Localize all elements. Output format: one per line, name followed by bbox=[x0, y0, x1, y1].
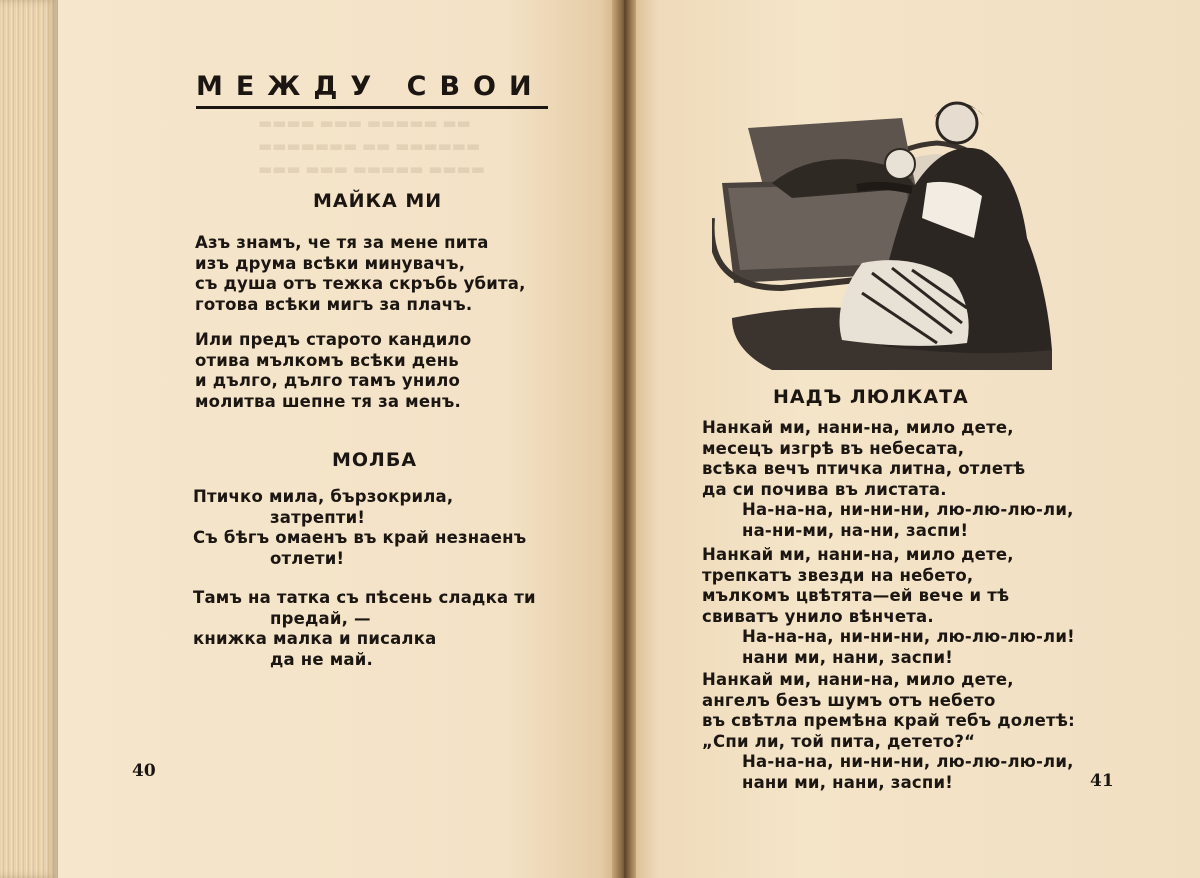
poem-title-cradle: НАДЪ ЛЮЛКАТА bbox=[773, 386, 969, 408]
poem-line: книжка малка и писалка bbox=[193, 629, 437, 649]
page-number-left: 40 bbox=[132, 761, 156, 781]
stanza-cradle-1 bbox=[702, 418, 1074, 542]
poem-line: изъ друма всѣки минувачъ, bbox=[195, 253, 466, 273]
poem-line: да не май. bbox=[270, 649, 373, 669]
book-gutter bbox=[612, 0, 636, 878]
page-number-right: 41 bbox=[1090, 771, 1114, 791]
poem-line: молитва шепне тя за менъ. bbox=[195, 391, 461, 411]
poem-line: и дълго, дълго тамъ унило bbox=[195, 371, 461, 391]
show-through-text: ▬▬▬▬ ▬▬▬ ▬▬▬▬▬ ▬▬ ▬▬▬▬▬▬▬ ▬▬ ▬▬▬▬▬▬ ▬▬▬ ▬▬▬ ▬▬▬▬▬ ▬▬▬▬ bbox=[258, 114, 485, 178]
stanza-cradle-2 bbox=[702, 545, 1075, 669]
poem-line: месецъ изгрѣ въ небесата, bbox=[702, 438, 965, 458]
poem-line: предай, — bbox=[270, 608, 371, 628]
poem-title-plea: МОЛБА bbox=[332, 449, 418, 471]
poem-line: трепкатъ звезди на небето, bbox=[702, 565, 974, 585]
book-page-edges bbox=[0, 0, 58, 878]
poem-line: Азъ знамъ, че тя за мене пита bbox=[195, 233, 489, 252]
poem-line: отива мълкомъ всѣки день bbox=[195, 350, 459, 370]
poem-line: мълкомъ цвѣтята—ей вече и тѣ bbox=[702, 586, 1010, 606]
poem-line: всѣка вечъ птичка литна, отлетѣ bbox=[702, 459, 1026, 479]
section-title: МЕЖДУ СВОИ bbox=[196, 70, 548, 109]
poem-line: Птичко мила, бързокрила, bbox=[193, 487, 454, 506]
poem-line: „Спи ли, той пита, детето?“ bbox=[702, 731, 976, 751]
poem-line: да си почива въ листата. bbox=[702, 479, 947, 499]
stanza-cradle-3 bbox=[702, 670, 1075, 794]
poem-refrain-line: На-на-на, ни-ни-ни, лю-лю-лю-ли, bbox=[742, 500, 1074, 520]
poem-refrain-line: на-ни-ми, на-ни, заспи! bbox=[742, 520, 969, 540]
poem-line: Съ бѣгъ омаенъ въ край незнаенъ bbox=[193, 528, 527, 548]
poem-title-mother: МАЙКА МИ bbox=[313, 190, 443, 212]
poem-line: Нанкай ми, нани-на, мило дете, bbox=[702, 545, 1014, 564]
poem-refrain-line: нани ми, нани, заспи! bbox=[742, 772, 953, 792]
poem-line: въ свѣтла премѣна край тебъ долетѣ: bbox=[702, 711, 1075, 731]
poem-line: Нанкай ми, нани-на, мило дете, bbox=[702, 418, 1014, 437]
poem-line: съ душа отъ тежка скръбь убита, bbox=[195, 274, 526, 294]
poem-line: затрепти! bbox=[270, 507, 366, 527]
poem-line: Или предъ старото кандило bbox=[195, 330, 472, 349]
left-page bbox=[58, 0, 618, 878]
poem-line: Тамъ на татка съ пѣсень сладка ти bbox=[193, 588, 536, 607]
poem-line: Нанкай ми, нани-на, мило дете, bbox=[702, 670, 1014, 689]
poem-line: ангелъ безъ шумъ отъ небето bbox=[702, 690, 996, 710]
stanza-mother-2 bbox=[195, 330, 471, 412]
mother-rocking-cradle-illustration bbox=[712, 88, 1070, 370]
poem-line: свиватъ унило вѣнчета. bbox=[702, 606, 934, 626]
stanza-plea-2 bbox=[193, 588, 536, 670]
stanza-plea-1 bbox=[193, 487, 526, 569]
poem-refrain-line: нани ми, нани, заспи! bbox=[742, 647, 953, 667]
stanza-mother-1 bbox=[195, 233, 526, 315]
poem-refrain-line: На-на-на, ни-ни-ни, лю-лю-лю-ли! bbox=[742, 627, 1075, 647]
poem-line: отлети! bbox=[270, 548, 345, 568]
poem-line: готова всѣки мигъ за плачъ. bbox=[195, 294, 473, 314]
poem-refrain-line: На-на-на, ни-ни-ни, лю-лю-лю-ли, bbox=[742, 752, 1074, 772]
